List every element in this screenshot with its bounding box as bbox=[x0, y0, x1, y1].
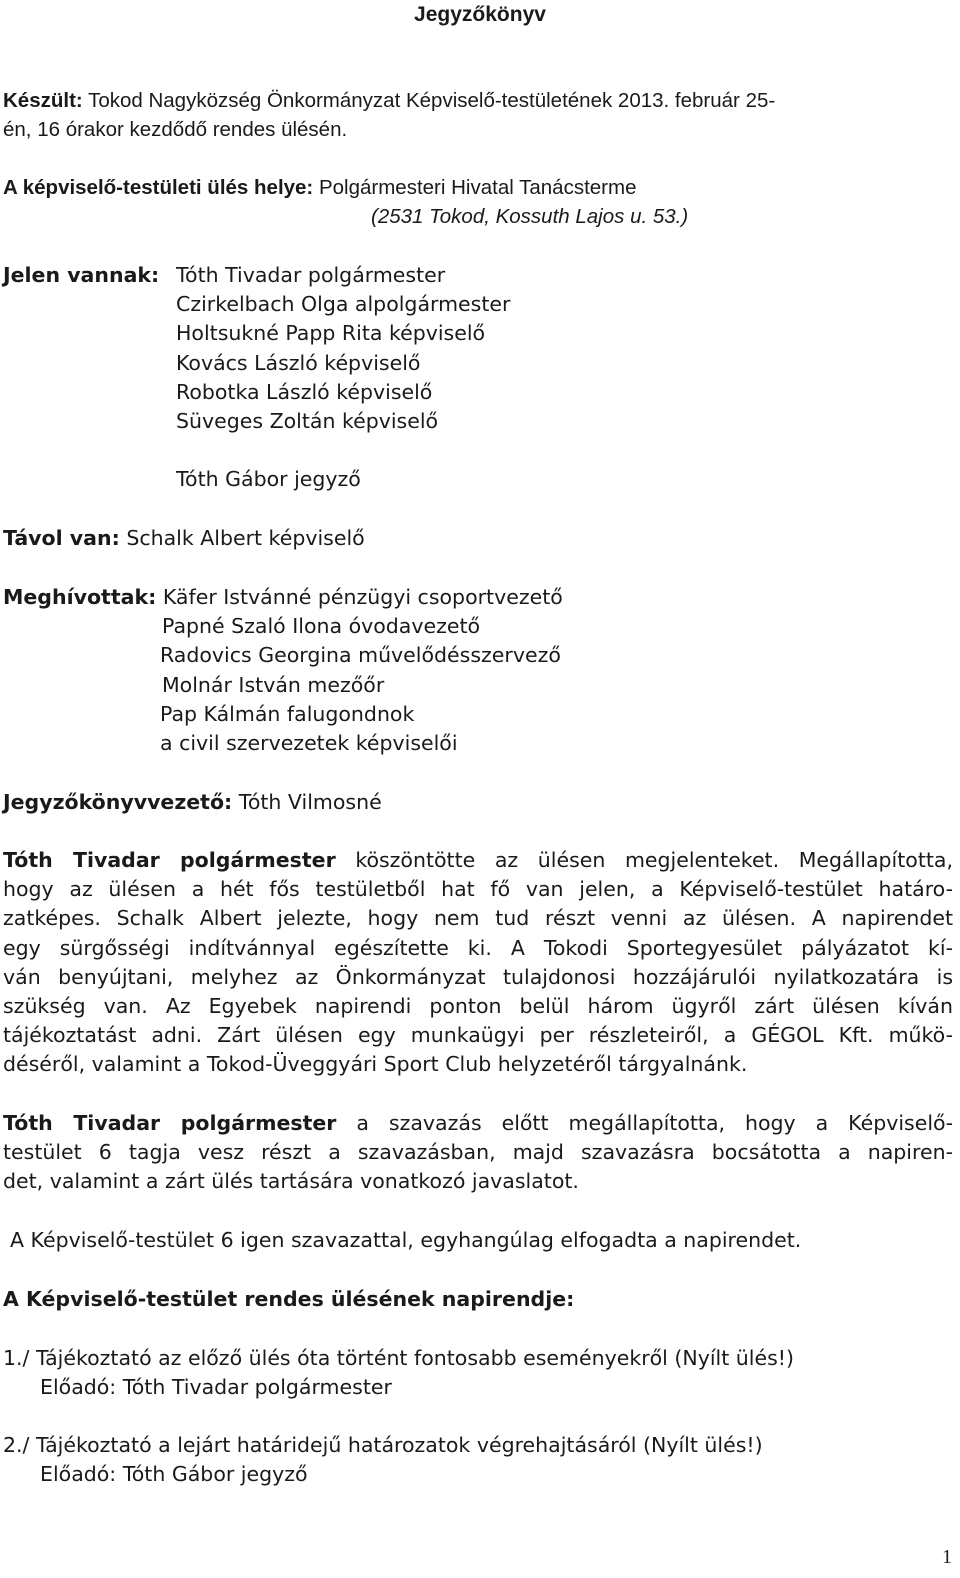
absent-line bbox=[3, 525, 365, 551]
present-member-5: Robotka László képviselő bbox=[176, 380, 433, 404]
created-text-1: Tokod Nagyközség Önkormányzat Képviselő-testületének 2013. február 25- bbox=[88, 89, 776, 112]
invited-line bbox=[3, 584, 563, 610]
para2-line-3: det, valamint a zárt ülés tartására vonatkozó javaslatot. bbox=[3, 1169, 579, 1193]
venue-label: A képviselő-testületi ülés helye: bbox=[3, 176, 314, 199]
present-member-3: Holtsukné Papp Rita képviselő bbox=[176, 321, 486, 345]
invited-guest-1: Käfer Istvánné pénzügyi csoportvezető bbox=[162, 585, 563, 609]
para1-line-3: zatképes. Schalk Albert jelezte, hogy nem tud részt venni az ülésen. A napirendet bbox=[3, 906, 953, 930]
recorder-line bbox=[3, 789, 382, 815]
page-number: 1 bbox=[942, 1546, 952, 1568]
para1-line-8: déséről, valamint a Tokod-Üveggyári Sport Club helyzetéről tárgyalnánk. bbox=[3, 1052, 748, 1076]
created-label: Készült: bbox=[3, 89, 83, 112]
invited-label: Meghívottak: bbox=[3, 585, 157, 609]
para1-speaker: Tóth Tivadar polgármester bbox=[3, 848, 336, 872]
invited-guest-5: Pap Kálmán falugondnok bbox=[160, 702, 415, 726]
invited-guest-6: a civil szervezetek képviselői bbox=[160, 731, 458, 755]
created-line-2: én, 16 órakor kezdődő rendes ülésén. bbox=[3, 118, 348, 141]
invited-guest-4: Molnár István mezőőr bbox=[162, 673, 385, 697]
present-label: Jelen vannak: bbox=[3, 263, 160, 287]
resolution-line: A Képviselő-testület 6 igen szavazattal, egyhangúlag elfogadta a napirendet. bbox=[10, 1228, 802, 1252]
agenda-item-1-title: 1./ Tájékoztató az előző ülés óta történt fontosabb eseményekről (Nyílt ülés!) bbox=[3, 1346, 794, 1370]
absent-name: Schalk Albert képviselő bbox=[126, 526, 365, 550]
para2-line-1: Tóth Tivadar polgármester a szavazás előtt megállapította, hogy a Képviselő- bbox=[3, 1111, 953, 1135]
recorder-label: Jegyzőkönyvvezető: bbox=[3, 790, 233, 814]
para1-line-5: ván benyújtani, melyhez az Önkormányzat tulajdonosi hozzájárulói nyilatkozatára is bbox=[3, 965, 953, 989]
venue-address: (2531 Tokod, Kossuth Lajos u. 53.) bbox=[371, 205, 689, 228]
para1-line-2: hogy az ülésen a hét fős testületből hat fő van jelen, a Képviselő-testület határo- bbox=[3, 877, 953, 901]
agenda-item-1-presenter: Előadó: Tóth Tivadar polgármester bbox=[40, 1375, 392, 1399]
agenda-heading: A Képviselő-testület rendes ülésének napirendje: bbox=[3, 1287, 575, 1311]
recorder-name: Tóth Vilmosné bbox=[238, 790, 382, 814]
para2-line-2: testület 6 tagja vesz részt a szavazásban, majd szavazásra bocsátotta a napiren- bbox=[3, 1140, 953, 1164]
para1-line-1: Tóth Tivadar polgármester köszöntötte az ülésen megjelenteket. Megállapította, bbox=[3, 848, 953, 872]
venue-text: Polgármesteri Hivatal Tanácsterme bbox=[318, 176, 637, 199]
present-member-6: Süveges Zoltán képviselő bbox=[176, 409, 439, 433]
venue-line bbox=[3, 175, 636, 201]
agenda-item-2-presenter: Előadó: Tóth Gábor jegyző bbox=[40, 1462, 308, 1486]
present-member-2: Czirkelbach Olga alpolgármester bbox=[176, 292, 511, 316]
para1-line-7: tájékoztatást adni. Zárt ülésen egy munkaügyi per részleteiről, a GÉGOL Kft. műkö- bbox=[3, 1023, 953, 1047]
created-line-1 bbox=[3, 88, 775, 114]
agenda-item-2-title: 2./ Tájékoztató a lejárt határidejű határozatok végrehajtásáról (Nyílt ülés!) bbox=[3, 1433, 763, 1457]
absent-label: Távol van: bbox=[3, 526, 120, 550]
para2-speaker: Tóth Tivadar polgármester bbox=[3, 1111, 337, 1135]
para1-line-6: szükség van. Az Egyebek napirendi ponton belül három ügyről zárt ülésen kíván bbox=[3, 994, 953, 1018]
para1-line-4: egy sürgősségi indítvánnyal egészítette ki. A Tokodi Sportegyesület pályázatot kí- bbox=[3, 936, 953, 960]
present-notary: Tóth Gábor jegyző bbox=[176, 467, 361, 491]
invited-guest-2: Papné Szaló Ilona óvodavezető bbox=[162, 614, 481, 638]
present-member-4: Kovács László képviselő bbox=[176, 351, 421, 375]
present-member-1: Tóth Tivadar polgármester bbox=[176, 263, 446, 287]
invited-guest-3: Radovics Georgina művelődésszervező bbox=[160, 643, 561, 667]
document-title: Jegyzőkönyv bbox=[414, 3, 546, 26]
